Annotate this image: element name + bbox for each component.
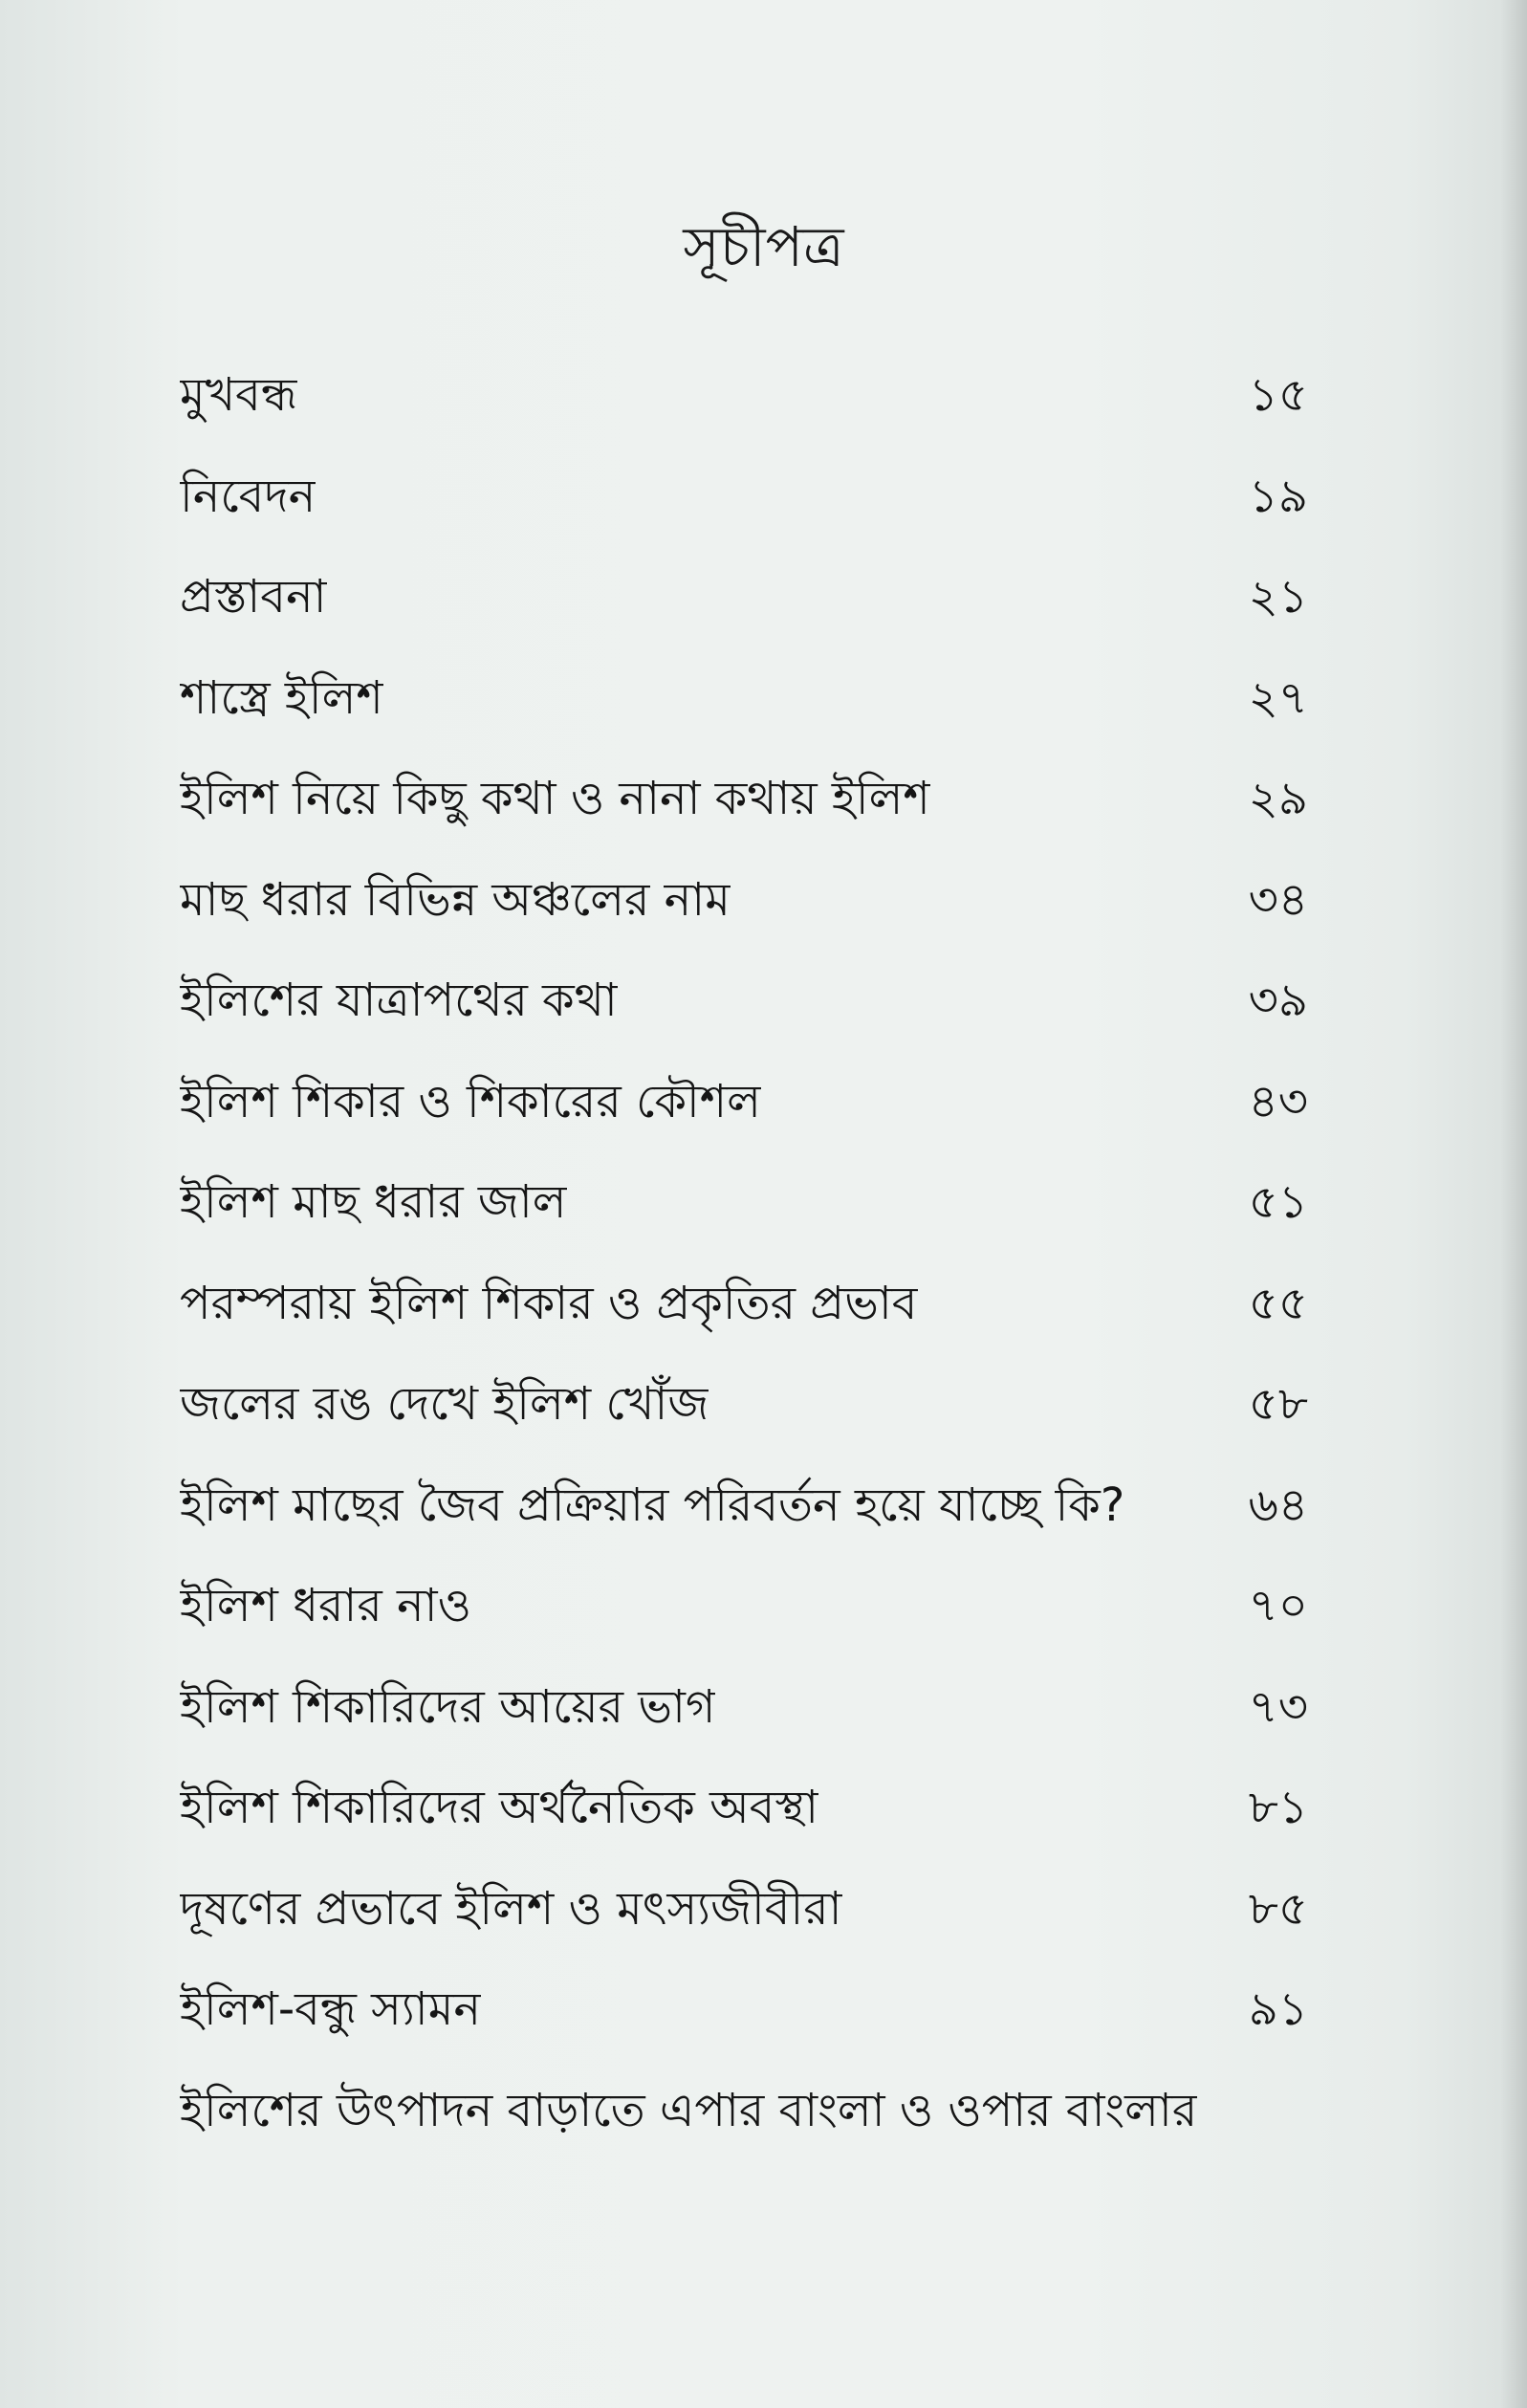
toc-item-page: ৫৫ xyxy=(1248,1276,1308,1330)
toc-item-page: ৭০ xyxy=(1248,1579,1308,1633)
toc-item xyxy=(180,1559,1308,1660)
toc-item-page: ৫৮ xyxy=(1248,1377,1308,1432)
toc-item-title: ইলিশ নিয়ে কিছু কথা ও নানা কথায় ইলিশ xyxy=(180,772,930,826)
toc-item-title: জলের রঙ দেখে ইলিশ খোঁজ xyxy=(180,1377,709,1432)
toc-item xyxy=(180,1962,1308,2064)
toc-item-page: ৩৯ xyxy=(1248,974,1308,1028)
toc-item-title: ইলিশ শিকারিদের আয়ের ভাগ xyxy=(180,1679,716,1734)
toc-item xyxy=(180,2064,1308,2165)
toc-item-page: ৪৩ xyxy=(1248,1074,1308,1128)
toc-item xyxy=(180,449,1308,551)
toc-item-page: ২৭ xyxy=(1248,670,1308,725)
toc-item-page: ২৯ xyxy=(1248,772,1308,826)
toc-item-page: ৮৫ xyxy=(1248,1881,1308,1936)
toc-item-title: মাছ ধরার বিভিন্ন অঞ্চলের নাম xyxy=(180,872,731,927)
page-edge-shadow xyxy=(1500,0,1527,2408)
toc-item-page: ১৫ xyxy=(1248,368,1308,423)
toc-item-title: পরম্পরায় ইলিশ শিকার ও প্রকৃতির প্রভাব xyxy=(180,1276,918,1330)
toc-item-page: ৫১ xyxy=(1248,1175,1308,1230)
toc-item-title: ইলিশের যাত্রাপথের কথা xyxy=(180,974,618,1028)
toc-item xyxy=(180,1155,1308,1257)
toc-item-title: নিবেদন xyxy=(180,469,316,523)
toc-item-page: ২১ xyxy=(1248,570,1308,624)
toc-item xyxy=(180,1862,1308,1963)
toc-item-title: ইলিশ শিকারিদের অর্থনৈতিক অবস্থা xyxy=(180,1781,819,1835)
toc-item-title: ইলিশ-বন্ধু স্যামন xyxy=(180,1982,482,2037)
toc-item-page: ৬৪ xyxy=(1248,1478,1308,1532)
toc-item xyxy=(180,1761,1308,1862)
toc-item xyxy=(180,348,1308,449)
toc-item-page: ৯১ xyxy=(1248,1982,1308,2037)
toc-item xyxy=(180,651,1308,753)
toc-item-title: দূষণের প্রভাবে ইলিশ ও মৎস্যজীবীরা xyxy=(180,1881,842,1936)
toc-item-title: শাস্ত্রে ইলিশ xyxy=(180,670,383,725)
page-title: সূচীপত্র xyxy=(683,214,844,279)
toc-item xyxy=(180,550,1308,651)
toc-item xyxy=(180,853,1308,954)
toc-item xyxy=(180,1357,1308,1458)
toc-item xyxy=(180,1660,1308,1762)
table-of-contents xyxy=(180,348,1308,2164)
toc-item xyxy=(180,1458,1308,1560)
toc-item-page: ১৯ xyxy=(1248,469,1308,523)
toc-item-title: ইলিশ শিকার ও শিকারের কৌশল xyxy=(180,1074,761,1128)
toc-item-title: ইলিশ মাছের জৈব প্রক্রিয়ার পরিবর্তন হয়ে যাচ্ছে কি? xyxy=(180,1478,1125,1532)
toc-item xyxy=(180,752,1308,853)
toc-item xyxy=(180,1055,1308,1156)
toc-item-title: ইলিশ মাছ ধরার জাল xyxy=(180,1175,567,1230)
toc-item-title: প্রস্তাবনা xyxy=(180,570,327,624)
toc-item-title: মুখবন্ধ xyxy=(180,368,297,423)
toc-item-title: ইলিশ ধরার নাও xyxy=(180,1579,471,1633)
toc-item-page: ৮১ xyxy=(1248,1781,1308,1835)
toc-item-title: ইলিশের উৎপাদন বাড়াতে এপার বাংলা ও ওপার বাংলার xyxy=(180,2083,1198,2137)
toc-item-page: ৭৩ xyxy=(1248,1679,1308,1734)
toc-item-page: ৩৪ xyxy=(1248,872,1308,927)
toc-item xyxy=(180,953,1308,1055)
toc-item xyxy=(180,1257,1308,1358)
